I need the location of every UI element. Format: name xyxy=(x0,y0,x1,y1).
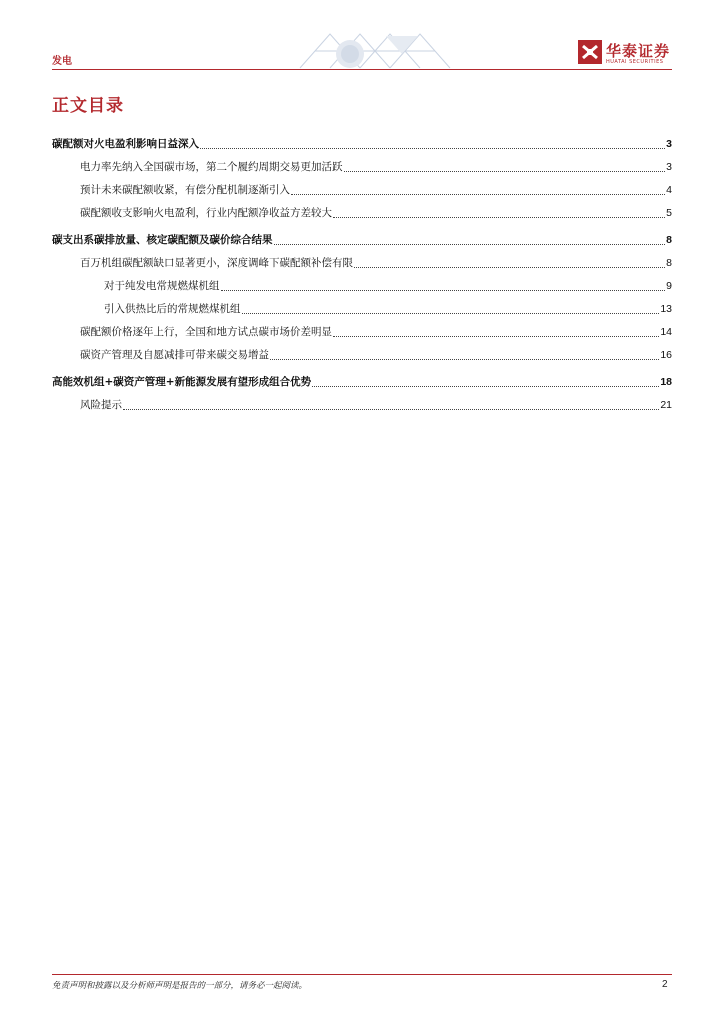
toc-entry[interactable] xyxy=(52,252,672,275)
toc-entry-title: 高能效机组+碳资产管理+新能源发展有望形成组合优势 xyxy=(52,376,312,388)
toc-entry-page: 16 xyxy=(660,349,672,361)
toc-entry-page: 3 xyxy=(666,161,672,173)
toc-dot-leader xyxy=(354,266,665,268)
toc-entry-title: 碳配额对火电盈利影响日益深入 xyxy=(52,138,199,150)
toc-entry[interactable] xyxy=(52,275,672,298)
logo-chinese-name: 华泰证券 xyxy=(606,42,671,60)
toc-entry-page: 4 xyxy=(666,184,672,196)
toc-entry-page: 13 xyxy=(660,303,672,315)
toc-entry-title: 引入供热比后的常规燃煤机组 xyxy=(104,303,241,315)
toc-entry-title: 碳配额收支影响火电盈利，行业内配额净收益方差较大 xyxy=(80,207,332,219)
huatai-logo-icon xyxy=(578,40,602,64)
toc-entry-page: 9 xyxy=(666,280,672,292)
header-divider xyxy=(52,69,672,70)
toc-dot-leader xyxy=(200,147,665,149)
logo-english-name: HUATAI SECURITIES xyxy=(606,59,664,65)
toc-entry-page: 5 xyxy=(666,207,672,219)
toc-entry-title: 电力率先纳入全国碳市场，第二个履约周期交易更加活跃 xyxy=(80,161,343,173)
toc-dot-leader xyxy=(221,289,666,291)
toc-entry[interactable] xyxy=(52,133,672,156)
toc-entry[interactable] xyxy=(52,394,672,417)
toc-dot-leader xyxy=(270,358,659,360)
page-number: 2 xyxy=(662,979,668,990)
toc-dot-leader xyxy=(312,385,659,387)
toc-entry[interactable] xyxy=(52,179,672,202)
toc-entry[interactable] xyxy=(52,229,672,252)
section-label: 发电 xyxy=(52,56,72,67)
toc-entry-page: 8 xyxy=(666,234,672,246)
toc-dot-leader xyxy=(242,312,660,314)
toc-entry-page: 3 xyxy=(666,138,672,150)
toc-dot-leader xyxy=(291,193,665,195)
toc-entry[interactable] xyxy=(52,344,672,367)
toc-entry-title: 碳支出系碳排放量、核定碳配额及碳价综合结果 xyxy=(52,234,273,246)
toc-entry-page: 14 xyxy=(660,326,672,338)
toc-dot-leader xyxy=(123,408,659,410)
huatai-logo xyxy=(578,40,674,68)
toc-entry-title: 风险提示 xyxy=(80,399,122,411)
toc-entry[interactable] xyxy=(52,156,672,179)
toc-dot-leader xyxy=(333,216,665,218)
toc-dot-leader xyxy=(274,243,666,245)
toc-dot-leader xyxy=(333,335,659,337)
toc-entry[interactable] xyxy=(52,321,672,344)
toc-entry-page: 21 xyxy=(660,399,672,411)
table-of-contents xyxy=(52,133,672,417)
page-header xyxy=(0,0,724,72)
toc-entry-page: 8 xyxy=(666,257,672,269)
toc-entry-title: 碳资产管理及自愿减排可带来碳交易增益 xyxy=(80,349,269,361)
toc-entry-title: 百万机组碳配额缺口显著更小，深度调峰下碳配额补偿有限 xyxy=(80,257,353,269)
toc-entry[interactable] xyxy=(52,202,672,225)
toc-title: 正文目录 xyxy=(52,96,124,116)
toc-entry-page: 18 xyxy=(660,376,672,388)
disclaimer-note: 免责声明和披露以及分析师声明是报告的一部分，请务必一起阅读。 xyxy=(52,981,308,991)
toc-entry-title: 对于纯发电常规燃煤机组 xyxy=(104,280,220,292)
toc-entry[interactable] xyxy=(52,371,672,394)
footer-divider xyxy=(52,974,672,975)
toc-dot-leader xyxy=(344,170,666,172)
header-decorative-graphic xyxy=(290,28,460,70)
toc-entry[interactable] xyxy=(52,298,672,321)
toc-entry-title: 碳配额价格逐年上行，全国和地方试点碳市场价差明显 xyxy=(80,326,332,338)
toc-entry-title: 预计未来碳配额收紧，有偿分配机制逐渐引入 xyxy=(80,184,290,196)
